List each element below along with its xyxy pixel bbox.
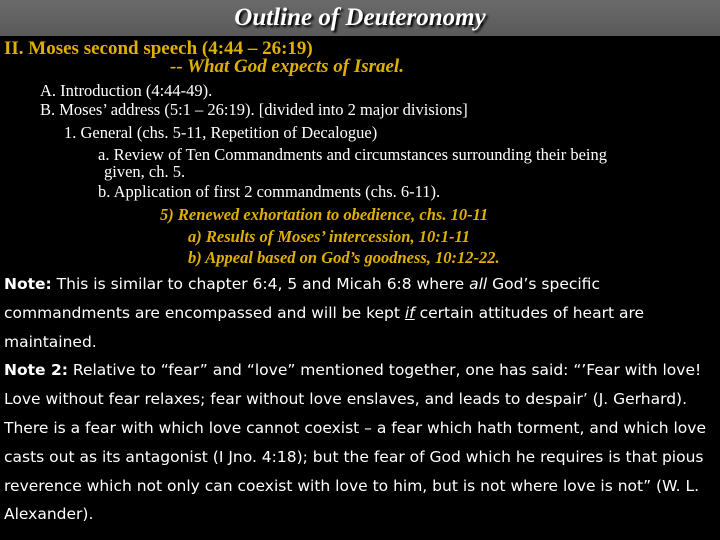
outline-address: B. Moses’ address (5:1 – 26:19). [divided into 2 major divisions] <box>40 100 468 119</box>
note-1-text-b: God’s specific commandments are encompassed and will be kept <box>4 275 600 322</box>
outline-review-line1: a. Review of Ten Commandments and circumstances surrounding their being <box>98 145 608 164</box>
outline-renewed: 5) Renewed exhortation to obedience, chs. 10-11 <box>160 205 489 224</box>
outline-general: 1. General (chs. 5-11, Repetition of Decalogue) <box>64 123 378 142</box>
outline-application: b. Application of first 2 commandments (chs. 6-11). <box>98 182 441 201</box>
note-2-label: Note 2: <box>4 361 68 380</box>
note-1-text-c: certain attitudes of heart are maintained. <box>4 303 645 351</box>
note-1-emphasis-if: if <box>404 303 415 322</box>
outline-intro: A. Introduction (4:44-49). <box>40 81 213 100</box>
note-1 <box>4 270 718 356</box>
note-2-text: Relative to “fear” and “love” mentioned together, one has said: “’Fear with love! Love without fear relaxes; fear without love enslaves, and leads to despair’ (J. Gerhard). There is a fear with which love cannot coexist – a fear which hath torment, and which love casts out as its antagonist (I Jno. 4:18); but the fear of God which he requires is that pious reverence which not only can coexist with love to him, but is not where love is not” (W. L. Alexander). <box>4 361 706 524</box>
note-1-text-a: This is similar to chapter 6:4, 5 and Micah 6:8 where <box>51 275 470 293</box>
notes-block <box>4 270 718 529</box>
slide-title: Outline of Deuteronomy <box>234 4 486 31</box>
outline-appeal: b) Appeal based on God’s goodness, 10:12-22. <box>188 248 500 267</box>
note-1-label: Note: <box>4 275 52 293</box>
section-heading: II. Moses second speech (4:44 – 26:19) <box>4 38 313 59</box>
outline-results: a) Results of Moses’ intercession, 10:1-11 <box>188 227 471 246</box>
outline-review-line2: given, ch. 5. <box>104 162 186 181</box>
note-1-emphasis-all: all <box>469 275 488 293</box>
section-subheading: -- What God expects of Israel. <box>170 56 404 77</box>
note-2 <box>4 356 718 529</box>
